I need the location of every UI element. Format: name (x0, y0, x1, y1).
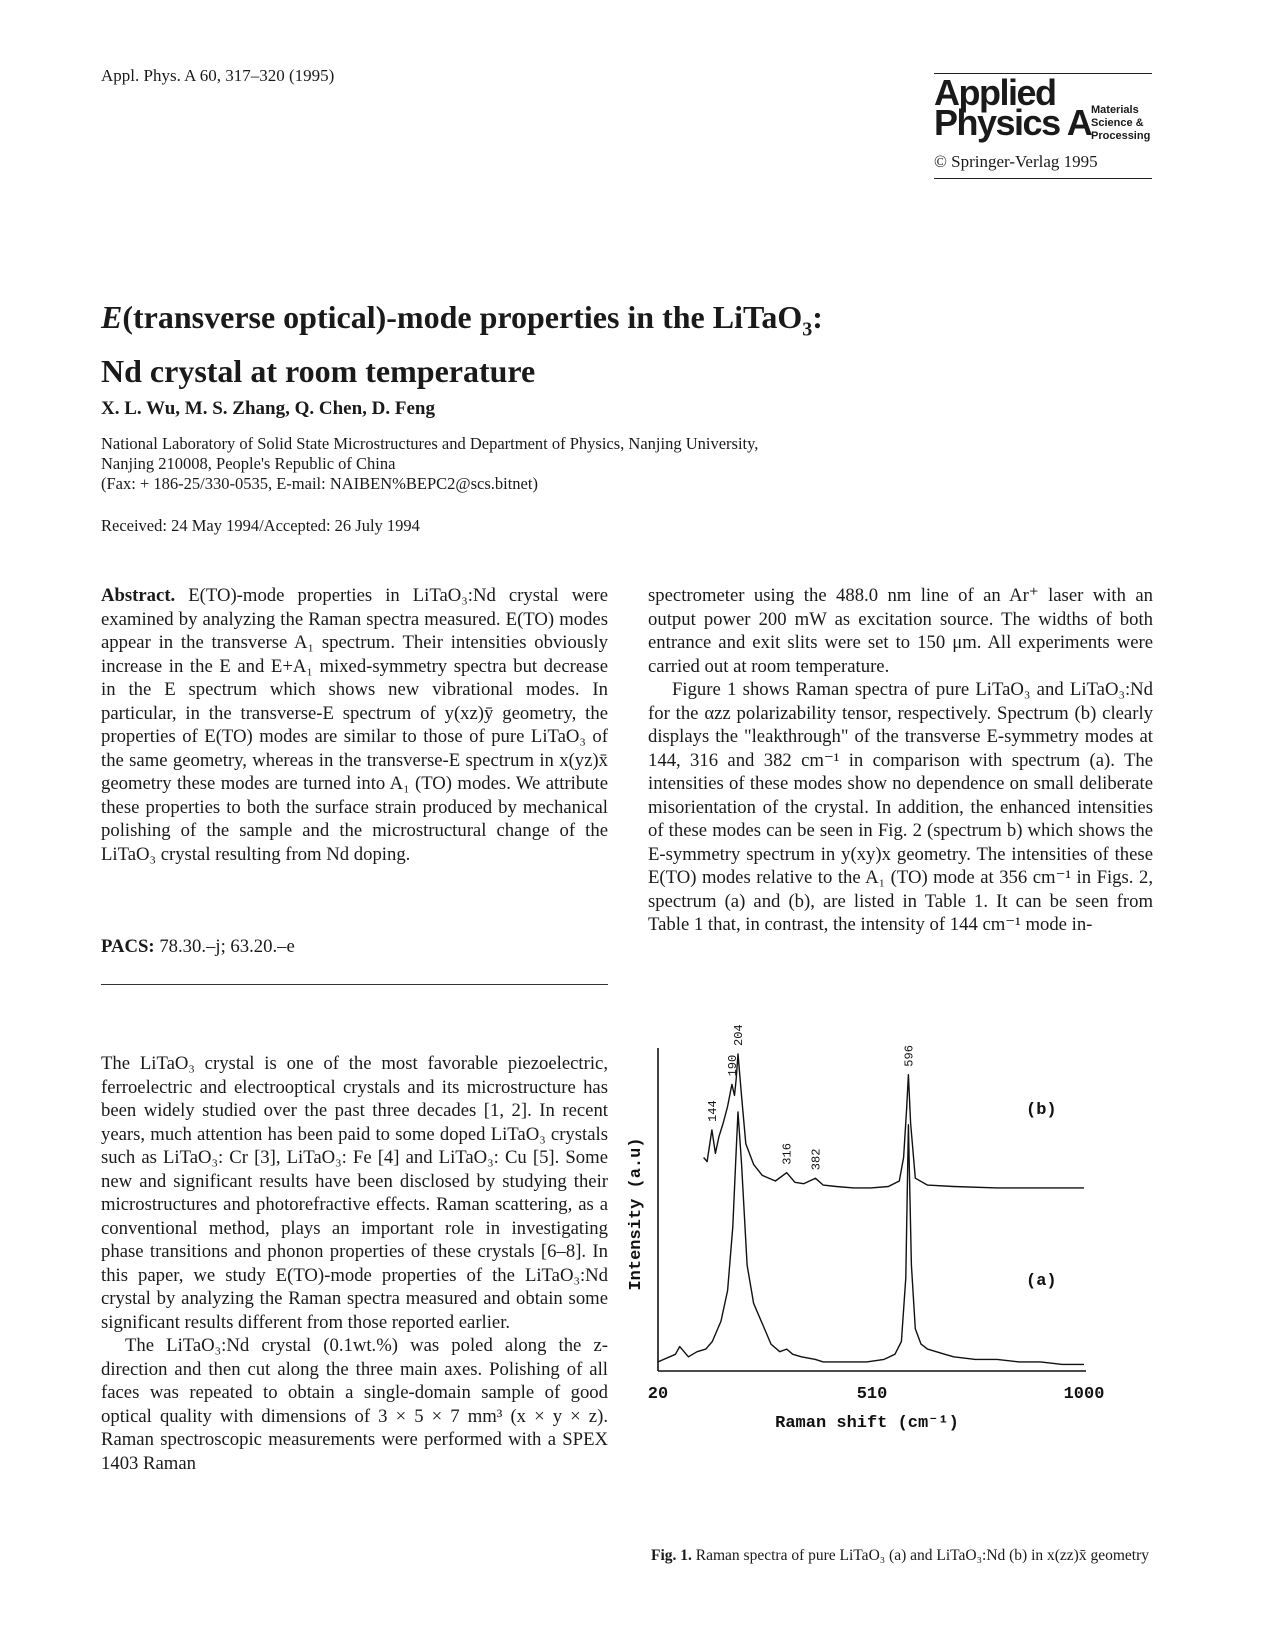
x-axis-label: Raman shift (cm⁻¹) (775, 1414, 959, 1433)
affiliation (101, 434, 1001, 494)
title-part-2: : (812, 299, 823, 335)
peak-label: 204 (732, 1024, 746, 1046)
peak-label: 190 (725, 1054, 740, 1077)
affiliation-line-2: Nanjing 210008, People's Republic of China (101, 454, 396, 473)
x-tick-label: 510 (856, 1385, 888, 1404)
paper-title (101, 296, 1101, 392)
body-left-column (101, 1052, 608, 1475)
body-paragraph: Figure 1 shows Raman spectra of pure LiTaO₃ and LiTaO₃:Nd for the αzz polarizability tensor, respectively. Spectrum (b) clearly displays the "leakthrough" of the transverse E-symmetry modes at 144, 316 and 382 cm⁻¹ in comparison with spectrum (a). The intensities of these modes show no dependence on small deliberate misorientation of the crystal. In addition, the enhanced intensities of these modes can be seen in Fig. 2 (spectrum b) which shows the E-symmetry spectrum in y(xy)x geometry. The intensities of these E(TO) modes relative to the A₁ (TO) mode at 356 cm⁻¹ in Figs. 2, spectrum (a) and (b), are listed in Table 1. It can be seen from Table 1 that, in contrast, the intensity of 144 cm⁻¹ mode in- (648, 679, 1153, 935)
raman-spectra-figure (627, 1024, 1160, 1540)
logo-sub-2: Science & (1091, 117, 1144, 129)
series-label-a: (a) (1026, 1272, 1057, 1291)
journal-logo-subtitle (1091, 104, 1150, 143)
pacs-value: 78.30.–j; 63.20.–e (159, 936, 295, 957)
logo-sub-1: Materials (1091, 104, 1139, 116)
body-right-column (648, 584, 1153, 937)
body-paragraph: The LiTaO₃:Nd crystal (0.1wt.%) was poled along the z-direction and then cut along the three main axes. Polishing of all faces was repeated to obtain a single-domain sample of good optical quality with dimensions of 3 × 5 × 7 mm³ (x × y × z). Raman spectroscopic measurements were performed with a SPEX 1403 Raman (101, 1335, 608, 1474)
peak-label: 382 (809, 1148, 824, 1171)
title-part-1: (transverse optical)-mode properties in the LiTaO (122, 299, 803, 335)
y-axis-label: Intensity (a.u) (627, 1137, 646, 1291)
pacs-label: PACS: (101, 936, 155, 957)
journal-logo (934, 72, 1092, 143)
peak-label: 596 (902, 1045, 917, 1067)
spectrum-line-a (658, 1112, 1084, 1364)
affiliation-line-1: National Laboratory of Solid State Microstructures and Department of Physics, Nanjing University, (101, 434, 759, 453)
pacs (101, 936, 608, 958)
peak-label: 144 (705, 1100, 720, 1122)
logo-sub-3: Processing (1091, 130, 1151, 142)
x-tick-label: 1000 (1063, 1385, 1105, 1404)
body-paragraph: The LiTaO₃ crystal is one of the most favorable piezoelectric, ferroelectric and electrooptical crystals and its microstructure has been widely studied over the past three decades [1, 2]. In recent years, much attention has been paid to some doped LiTaO₃ crystals such as LiTaO₃: Cr [3], LiTaO₃: Fe [4] and LiTaO₃: Cu [5]. Some new and significant results have been disclosed by studying their microstructures and photorefractive effects. Raman scattering, as a conventional method, plays an important role in investigating phase transitions and phonon properties of these crystals [6–8]. In this paper, we study E(TO)-mode properties of the LiTaO₃:Nd crystal by analyzing the Raman spectra measured and obtain some significant results different from those reported earlier. (101, 1053, 608, 1333)
abstract-text: E(TO)-mode properties in LiTaO₃:Nd crystal were examined by analyzing the Raman spectra measured. E(TO) modes appear in the transverse A₁ spectrum. Their intensities obviously increase in the E and E+A₁ mixed-symmetry spectra but decrease in the E spectrum which shows new vibrational modes. In particular, in the transverse-E spectrum of y(xz)ȳ geometry, the properties of E(TO) modes are similar to those of pure LiTaO₃ of the same geometry, whereas in the transverse-E spectrum in x(yz)x̄ geometry these modes are turned into A₁ (TO) modes. We attribute these properties to both the surface strain produced by mechanical polishing of the sample and the microstructural change of the LiTaO₃ crystal resulting from Nd doping. (101, 585, 608, 865)
authors: X. L. Wu, M. S. Zhang, Q. Chen, D. Feng (101, 398, 435, 419)
series-label-b: (b) (1026, 1101, 1057, 1120)
journal-reference: Appl. Phys. A 60, 317–320 (1995) (101, 66, 335, 85)
copyright: © Springer-Verlag 1995 (934, 152, 1098, 171)
logo-line-2: Physics A (934, 102, 1092, 143)
title-line-1 (101, 296, 1101, 350)
figure-caption-label: Fig. 1. (651, 1547, 692, 1564)
abstract-divider (101, 984, 608, 985)
received-dates: Received: 24 May 1994/Accepted: 26 July 1994 (101, 516, 420, 535)
title-line-2: Nd crystal at room temperature (101, 353, 536, 390)
abstract-label: Abstract. (101, 585, 176, 606)
spectrum-line-b (704, 1054, 1084, 1188)
title-subscript: 3 (802, 318, 813, 341)
title-prefix: E (101, 299, 123, 335)
figure-caption-text: Raman spectra of pure LiTaO₃ (a) and LiTaO₃:Nd (b) in x(zz)x̄ geometry (695, 1547, 1150, 1564)
abstract (101, 584, 608, 866)
logo-rule-bottom (934, 178, 1152, 179)
peak-label: 316 (780, 1143, 795, 1165)
logo-line-1: Applied (934, 72, 1056, 113)
body-paragraph: spectrometer using the 488.0 nm line of an Ar⁺ laser with an output power 200 mW as excitation source. The widths of both entrance and exit slits were set to 150 μm. All experiments were carried out at room temperature. (648, 585, 1153, 677)
x-tick-label: 20 (647, 1385, 669, 1404)
affiliation-line-3: (Fax: + 186-25/330-0535, E-mail: NAIBEN%BEPC2@scs.bitnet) (101, 474, 538, 493)
figure-caption (651, 1546, 1156, 1565)
